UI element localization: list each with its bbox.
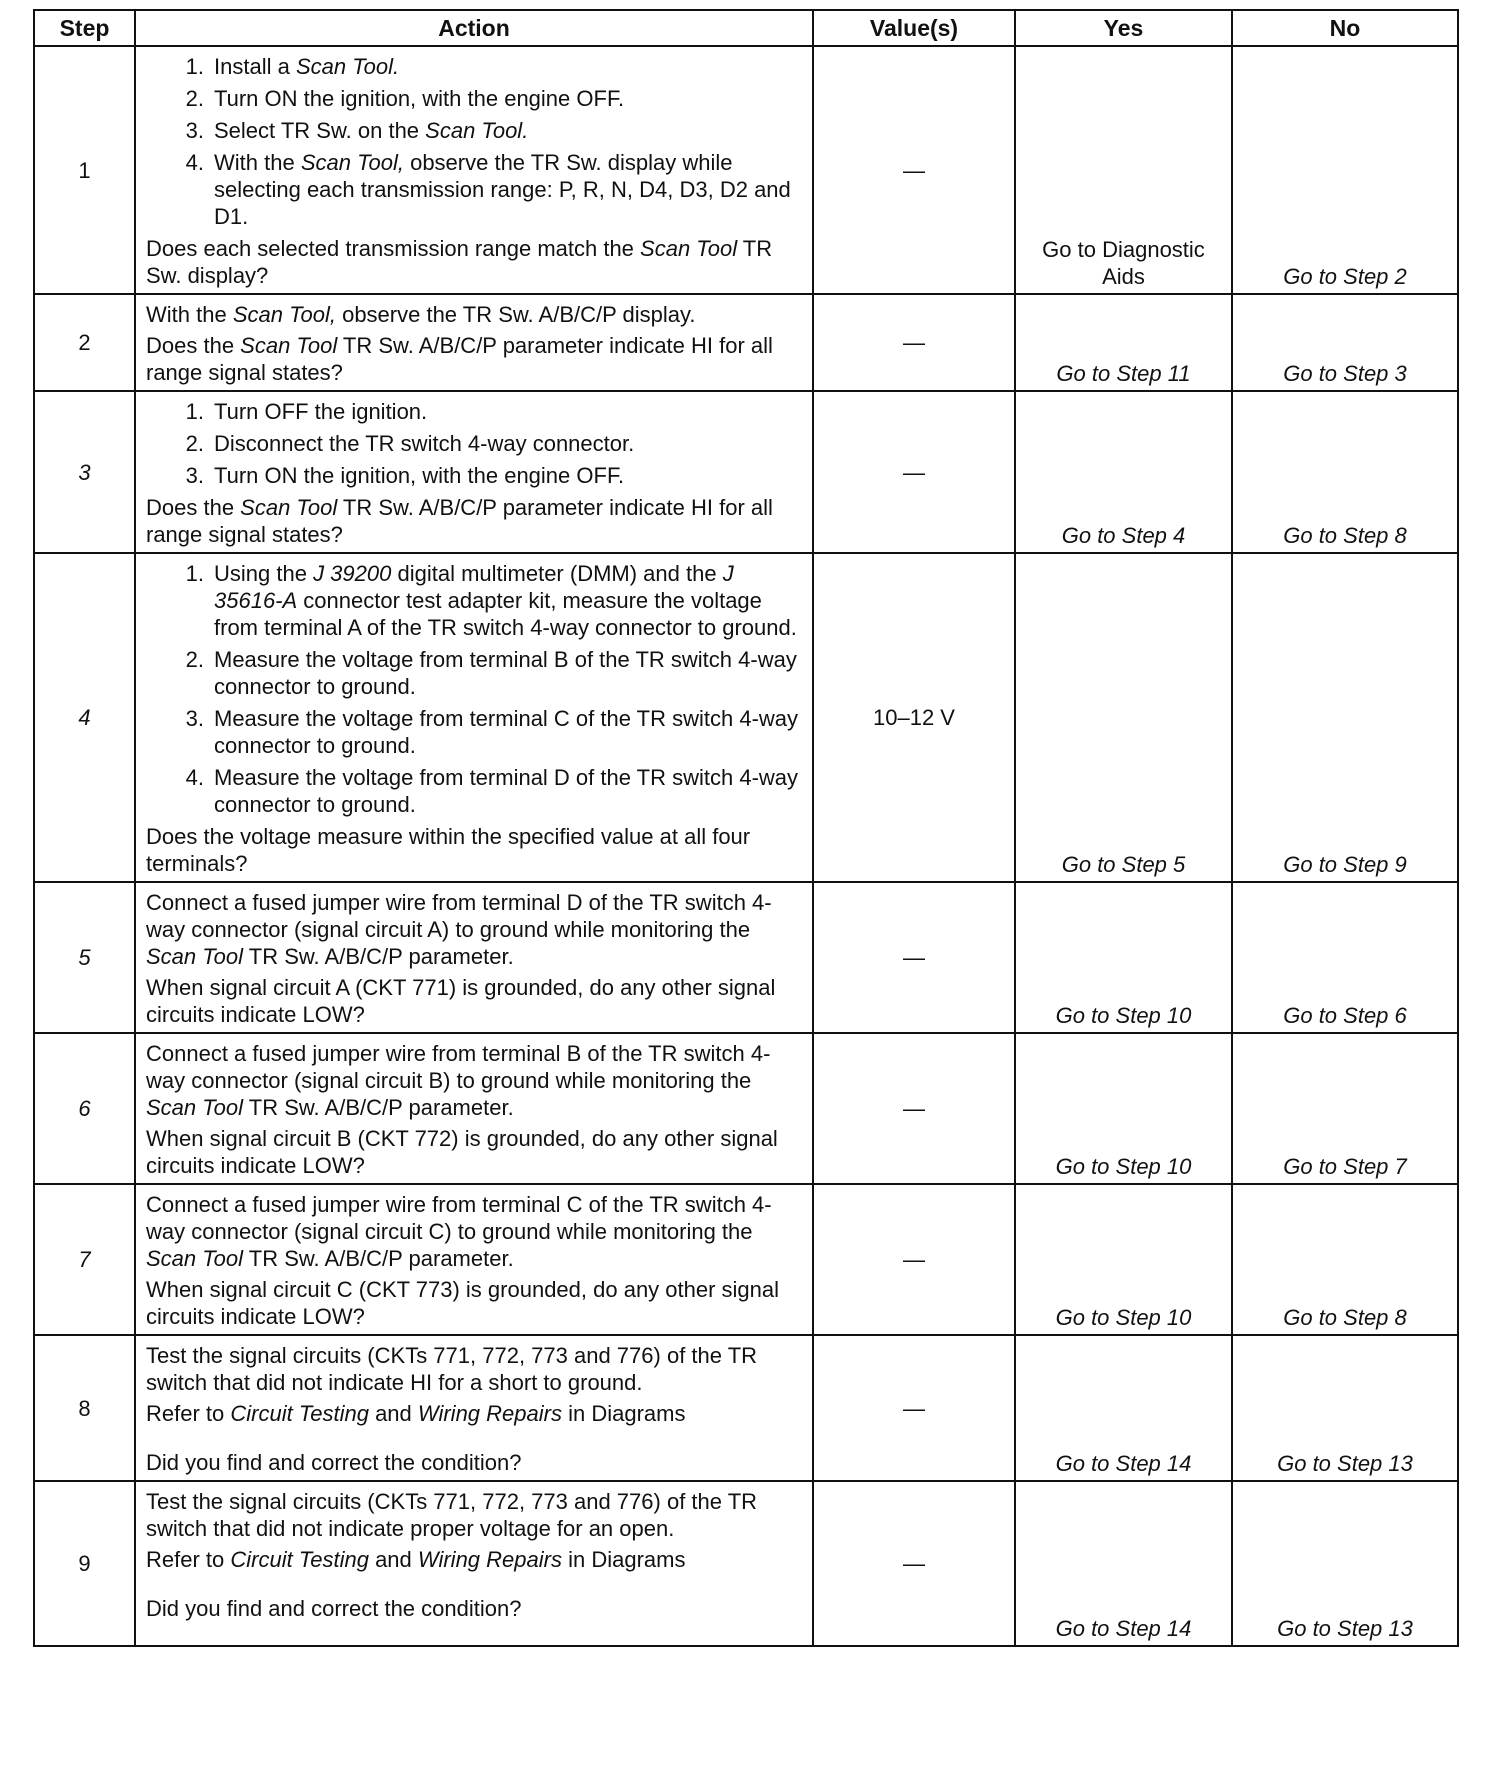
text-run: TR Sw. A/B/C/P parameter. [243, 944, 514, 969]
action-step-item [146, 430, 804, 457]
diagnostic-table [33, 9, 1459, 1647]
yes-cell [1015, 391, 1232, 553]
action-steps-list [146, 560, 804, 818]
action-question [146, 1449, 804, 1476]
yes-goto-text: Go to Step 10 [1055, 1154, 1192, 1179]
text-run: Select TR Sw. on the [214, 118, 426, 143]
action-step-text [214, 705, 804, 759]
yes-cell [1015, 553, 1232, 882]
table-header-row [34, 10, 1458, 46]
action-step-text [214, 646, 804, 700]
italic-text: Circuit Testing [230, 1401, 369, 1426]
action-step-number: 3. [185, 118, 204, 143]
text-run: With the [146, 302, 233, 327]
text-run: Measure the voltage from terminal B of the TR switch 4-way connector to ground. [214, 647, 797, 699]
action-cell [135, 46, 813, 294]
table-row [34, 553, 1458, 882]
yes-goto-text: Go to Step 11 [1056, 361, 1191, 386]
header-yes: Yes [1015, 10, 1232, 46]
action-step-item [146, 705, 804, 759]
yes-cell [1015, 46, 1232, 294]
no-goto-text: Go to Step 13 [1277, 1616, 1413, 1641]
no-cell [1232, 1184, 1458, 1335]
no-goto-text: Go to Step 3 [1283, 361, 1407, 386]
action-steps-list [146, 398, 804, 489]
action-reference [146, 1546, 804, 1573]
no-goto-text: Go to Step 13 [1277, 1451, 1413, 1476]
step-number: 6 [34, 1033, 135, 1184]
action-step-text [214, 560, 804, 641]
text-run: With the [214, 150, 301, 175]
italic-text: Scan Tool [146, 1246, 244, 1271]
action-step-number: 3. [185, 463, 204, 488]
yes-cell [1015, 1335, 1232, 1481]
action-cell [135, 882, 813, 1033]
action-instruction [146, 1488, 804, 1542]
table-row [34, 882, 1458, 1033]
action-step-item [146, 646, 804, 700]
no-cell [1232, 1033, 1458, 1184]
italic-text: Wiring Repairs [417, 1401, 562, 1426]
action-question [146, 974, 804, 1028]
action-step-item [146, 560, 804, 641]
text-run: Connect a fused jumper wire from terminal C of the TR switch 4-way connector (signal circuit C) to ground while monitoring the [146, 1192, 772, 1244]
text-run: and [368, 1547, 418, 1572]
text-run: in Diagrams [561, 1401, 686, 1426]
value-cell: — [813, 294, 1015, 391]
no-goto-text: Go to Step 9 [1283, 852, 1407, 877]
action-cell [135, 391, 813, 553]
action-step-item [146, 53, 804, 80]
text-run: Test the signal circuits (CKTs 771, 772, 773 and 776) of the TR switch that did not indicate HI for a short to ground. [146, 1343, 758, 1395]
text-run: Does the [146, 495, 241, 520]
action-step-item [146, 764, 804, 818]
header-no: No [1232, 10, 1458, 46]
text-run: observe the TR Sw. display while selecting each transmission range: P, R, N, D4, D3, D2 and D1. [214, 150, 791, 229]
table-row [34, 1184, 1458, 1335]
text-run: Disconnect the TR switch 4-way connector. [214, 431, 635, 456]
step-number: 9 [34, 1481, 135, 1646]
text-run: Turn OFF the ignition. [214, 399, 428, 424]
text-run: in Diagrams [561, 1547, 686, 1572]
table-row [34, 46, 1458, 294]
yes-cell [1015, 1184, 1232, 1335]
action-question [146, 494, 804, 548]
text-run: TR Sw. A/B/C/P parameter. [243, 1246, 514, 1271]
italic-text: Wiring Repairs [417, 1547, 562, 1572]
text-run: Connect a fused jumper wire from terminal D of the TR switch 4-way connector (signal circuit A) to ground while monitoring the [146, 890, 772, 942]
text-run: Install a [214, 54, 296, 79]
italic-text: Scan Tool [146, 1095, 244, 1120]
action-question [146, 1125, 804, 1179]
action-step-text [214, 764, 804, 818]
text-run: Did you find and correct the condition? [146, 1450, 522, 1475]
action-step-text [214, 117, 804, 144]
step-number: 3 [34, 391, 135, 553]
text-run: When signal circuit C (CKT 773) is grounded, do any other signal circuits indicate LOW? [146, 1277, 780, 1329]
action-instruction [146, 301, 804, 328]
value-cell: — [813, 1184, 1015, 1335]
action-instruction [146, 1040, 804, 1121]
action-step-item [146, 398, 804, 425]
yes-cell [1015, 1481, 1232, 1646]
table-row [34, 1481, 1458, 1646]
header-values: Value(s) [813, 10, 1015, 46]
yes-goto-text: Go to Step 10 [1055, 1003, 1192, 1028]
italic-text: J 39200 [313, 561, 392, 586]
no-cell [1232, 391, 1458, 553]
no-goto-text: Go to Step 2 [1283, 264, 1407, 289]
action-step-number: 2. [185, 647, 204, 672]
no-cell [1232, 553, 1458, 882]
no-goto-text: Go to Step 7 [1283, 1154, 1407, 1179]
no-goto-text: Go to Step 8 [1283, 523, 1407, 548]
action-step-number: 1. [185, 54, 204, 79]
action-step-text [214, 462, 804, 489]
table-row [34, 1335, 1458, 1481]
text-run: Measure the voltage from terminal C of the TR switch 4-way connector to ground. [214, 706, 799, 758]
no-goto-text: Go to Step 6 [1283, 1003, 1407, 1028]
text-run: Test the signal circuits (CKTs 771, 772, 773 and 776) of the TR switch that did not indicate proper voltage for an open. [146, 1489, 758, 1541]
text-run: TR Sw. A/B/C/P parameter indicate HI for all range signal states? [146, 333, 773, 385]
table-row [34, 391, 1458, 553]
action-step-item [146, 85, 804, 112]
value-cell: 10–12 V [813, 553, 1015, 882]
step-number: 4 [34, 553, 135, 882]
text-run: Turn ON the ignition, with the engine OFF. [214, 463, 625, 488]
action-cell [135, 294, 813, 391]
action-cell [135, 1184, 813, 1335]
yes-cell [1015, 1033, 1232, 1184]
action-question [146, 1595, 804, 1622]
action-step-number: 3. [185, 706, 204, 731]
italic-text: Scan Tool, [232, 302, 336, 327]
text-run: Connect a fused jumper wire from terminal B of the TR switch 4-way connector (signal circuit B) to ground while monitoring the [146, 1041, 771, 1093]
value-cell: — [813, 1481, 1015, 1646]
value-cell: — [813, 46, 1015, 294]
yes-goto-text: Go to Step 4 [1061, 523, 1186, 548]
no-cell [1232, 882, 1458, 1033]
action-step-number: 1. [185, 399, 204, 424]
action-step-number: 4. [185, 150, 204, 175]
value-cell: — [813, 1033, 1015, 1184]
text-run: When signal circuit B (CKT 772) is grounded, do any other signal circuits indicate LOW? [146, 1126, 778, 1178]
text-run: digital multimeter (DMM) and the [391, 561, 723, 586]
text-run: When signal circuit A (CKT 771) is grounded, do any other signal circuits indicate LOW? [146, 975, 776, 1027]
italic-text: Scan Tool, [300, 150, 404, 175]
action-question [146, 823, 804, 877]
action-instruction [146, 1342, 804, 1396]
yes-cell [1015, 294, 1232, 391]
text-run: Turn ON the ignition, with the engine OFF. [214, 86, 625, 111]
step-number: 8 [34, 1335, 135, 1481]
yes-goto-text: Go to Step 10 [1055, 1305, 1192, 1330]
action-question [146, 332, 804, 386]
no-goto-text: Go to Step 8 [1283, 1305, 1407, 1330]
action-steps-list [146, 53, 804, 230]
yes-goto-text: Go to Step 5 [1061, 852, 1186, 877]
text-run: Did you find and correct the condition? [146, 1596, 522, 1621]
action-step-text [214, 149, 804, 230]
step-number: 2 [34, 294, 135, 391]
action-reference [146, 1400, 804, 1427]
yes-goto-text: Go to Diagnostic Aids [1042, 237, 1205, 289]
italic-text: Scan Tool. [425, 118, 529, 143]
header-action: Action [135, 10, 813, 46]
step-number: 1 [34, 46, 135, 294]
text-run: TR Sw. A/B/C/P parameter. [243, 1095, 514, 1120]
yes-goto-text: Go to Step 14 [1055, 1451, 1192, 1476]
italic-text: Circuit Testing [230, 1547, 369, 1572]
action-step-item [146, 149, 804, 230]
yes-cell [1015, 882, 1232, 1033]
header-step: Step [34, 10, 135, 46]
action-question [146, 235, 804, 289]
table-row [34, 1033, 1458, 1184]
step-number: 7 [34, 1184, 135, 1335]
italic-text: Scan Tool [240, 333, 338, 358]
text-run: Measure the voltage from terminal D of the TR switch 4-way connector to ground. [214, 765, 799, 817]
italic-text: Scan Tool [146, 944, 244, 969]
text-run: TR Sw. display? [146, 236, 773, 288]
action-question [146, 1276, 804, 1330]
text-run: Refer to [146, 1547, 231, 1572]
action-instruction [146, 1191, 804, 1272]
text-run: Does each selected transmission range match the [146, 236, 641, 261]
value-cell: — [813, 882, 1015, 1033]
action-step-number: 2. [185, 431, 204, 456]
no-cell [1232, 1481, 1458, 1646]
yes-goto-text: Go to Step 14 [1055, 1616, 1192, 1641]
italic-text: Scan Tool [640, 236, 738, 261]
action-step-text [214, 398, 804, 425]
step-number: 5 [34, 882, 135, 1033]
text-run: observe the TR Sw. A/B/C/P display. [335, 302, 696, 327]
action-step-item [146, 117, 804, 144]
text-run: Refer to [146, 1401, 231, 1426]
action-step-item [146, 462, 804, 489]
action-step-number: 2. [185, 86, 204, 111]
no-cell [1232, 1335, 1458, 1481]
action-instruction [146, 889, 804, 970]
value-cell: — [813, 391, 1015, 553]
no-cell [1232, 294, 1458, 391]
action-step-text [214, 85, 804, 112]
text-run: and [368, 1401, 418, 1426]
action-cell [135, 1335, 813, 1481]
text-run: Does the voltage measure within the specified value at all four terminals? [146, 824, 751, 876]
action-cell [135, 553, 813, 882]
text-run: Does the [146, 333, 241, 358]
italic-text: Scan Tool [240, 495, 338, 520]
value-cell: — [813, 1335, 1015, 1481]
table-row [34, 294, 1458, 391]
text-run: connector test adapter kit, measure the voltage from terminal A of the TR switch 4-way connector to ground. [214, 588, 797, 640]
action-cell [135, 1481, 813, 1646]
action-step-text [214, 430, 804, 457]
action-step-number: 4. [185, 765, 204, 790]
italic-text: Scan Tool. [295, 54, 400, 79]
action-step-number: 1. [185, 561, 204, 586]
text-run: TR Sw. A/B/C/P parameter indicate HI for all range signal states? [146, 495, 773, 547]
action-step-text [214, 53, 804, 80]
italic-text: J 35616-A [214, 561, 734, 613]
action-cell [135, 1033, 813, 1184]
no-cell [1232, 46, 1458, 294]
text-run: Using the [214, 561, 314, 586]
